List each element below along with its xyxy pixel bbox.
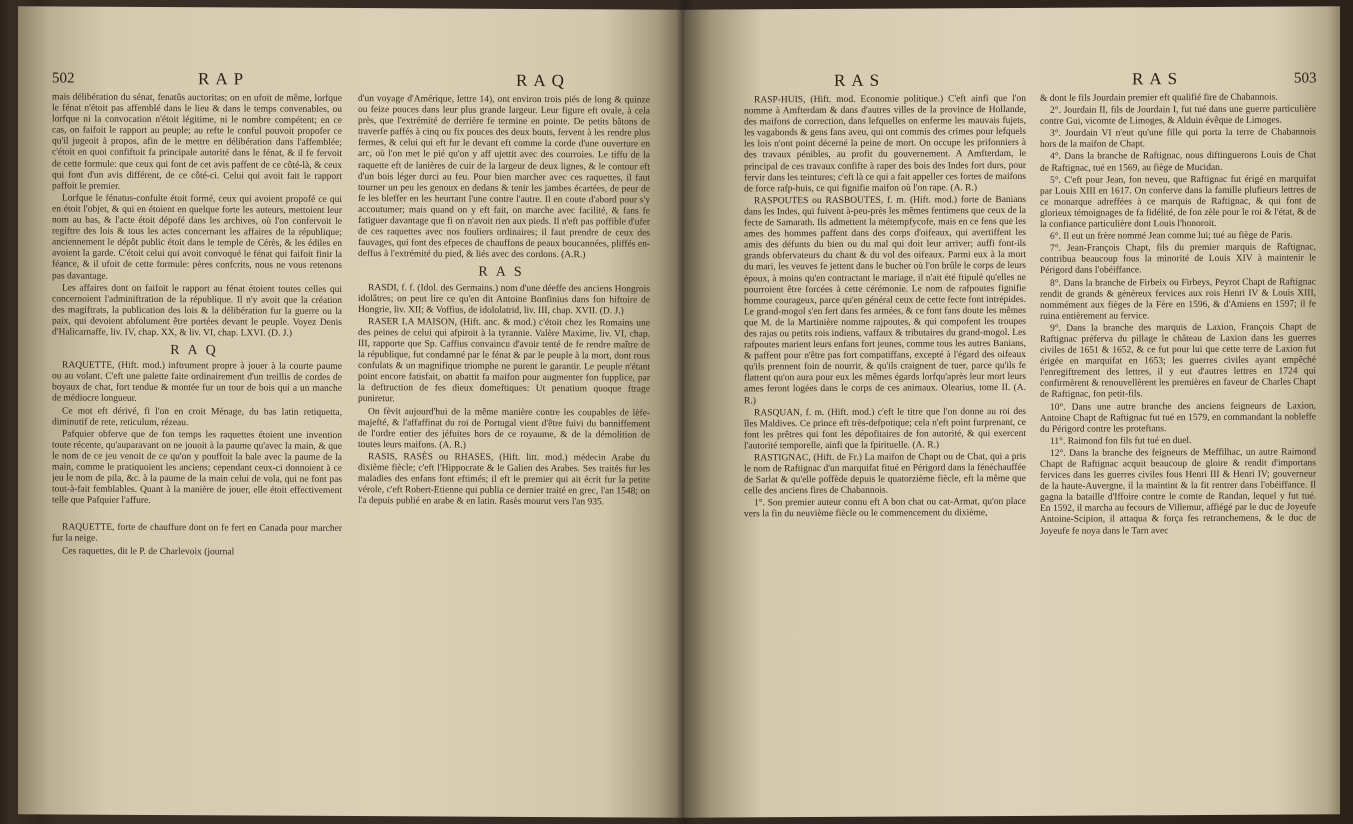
paragraph: 2°. Jourdain II, fils de Jourdain I, fut tué dans une guerre particulière contre Gui, vicomte de Limoges, & Alduin évêque de Limoges. [1040,104,1316,128]
paragraph: 11°. Raimond fon fils fut tué en duel. [1050,435,1192,447]
entry-raspoutes: RASPOUTES ou RASBOUTES, f. m. (Hift. mod.) forte de Banians dans les Indes, qui fuivent à-peu-près les mêmes fentimens que ceux de la fecte de Samarath. Ils admettent la métempfycofe, mais en ce fens que les ames des hommes paffent dans des corps d'oifeaux, qui avertiffent les amis des défunts du bien ou du mal qui doit leur arriver; auffi font-ils grands obfervateurs du chant & du vol des oifeaux. Parmi eux à la mort du mari, les veuves fe jettent dans le bucher où l'on brûle le corps de leurs époux, à moins qu'en contractant le mariage, il n'ait été ftipulé qu'elles ne pourroient être forcées à cette cérémonie. Le nom de rafpoutes fignifie homme courageux, parce qu'en général ceux de cette fecte font intrépides. Le grand-mogol s'en fert dans fes armées, & ce font fans doute les mêmes que M. de la Martinière nomme rajpoutes, & qui compofent les troupes des rajas ou petits rois indiens, vaffaux & tributaires du grand-mogol. Les rafpoutes marient leurs enfans fort jeunes, comme tous les autres Banians, & paffent pour n'être pas fort compatiffans, excepté à l'égard des oifeaux qu'ils prennent foin de nourrir, & qu'ils craignent de tuer, parce qu'ils fe flattent qu'on aura pour eux les mêmes égards lorfqu'après leur mort leurs ames feront logées dans le corps de ces animaux. Olearius, tome II. (A. R.) [744,194,1026,406]
page-number-left: 502 [52,70,75,87]
running-head-right-2: RAS [1132,69,1184,89]
paragraph: 9°. Dans la branche des marquis de Laxion, François Chapt de Raftignac préferva du pillage le château de Laxion dans les guerres civiles de 1651 & 1652, & ce fut pour lui que cette terre de Laxion fut érigée en marquifat en 1653; les guerres civiles ayant empêché l'enregiftrement des lettres, il y eut d'autres lettres en 1724 qui confirmèrent & renouvellèrent les premières en faveur de Charles Chapt de Raftignac, fon petit-fils. [1040,322,1316,401]
paragraph: mais délibération du sénat, fenatûs auctoritas; on en ufoit de même, lorfque le fénat n'étoit pas affemblé dans le lieu & dans le temps convenables, ou lorfque ni la convocation n'étoit légitime, ni le nombre compétent; en ce cas, on faifoit le rapport au peuple; au refte le conful pouvoit propofer ce qu'il jugeoit à propos, afin de le mettre en délibération dans l'affemblée; c'étoit en quoi confiftoit fa principale autorité dans le fénat, & il fe fervoit de cette formule: que ceux qui font de cet avis paffent de ce côté-là, & ceux qui font d'un avis différent, de ce côté-ci. Celui qui avoit fait le rapport paffoit le premier. [52,92,342,192]
paragraph: Lorfque le fénatus-confulte étoit formé, ceux qui avoient propofé ce qui en étoit l'objet, & qui en étoient en quelque forte les auteurs, mettoient leur nom au bas, & l'acte étoit dépofé dans les archives, où l'on confervoit le regiftre des lois & tous les actes concernant les affaires de la république; anciennement le dépôt public étoit dans le temple de Cérès, & les édiles en avoient la garde. C'étoit celui qui avoit convoqué le fénat qui faifoit finir la féance, & il ufoit de cette formule: pères confcrits, nous ne vous retenons pas davantage. [52,193,342,282]
entry-rasquan: RASQUAN, f. m. (Hift. mod.) c'eft le titre que l'on donne au roi des îles Maldives. Ce prince eft très-defpotique; cela n'eft point furprenant, ce font les prêtres qui font les dépofitaires de fon autorité, & qui exercent l'autorité temporelle, ainfi que la fpirituelle. (A. R.) [744,406,1026,452]
paragraph: 3°. Jourdain VI n'eut qu'une fille qui porta la terre de Chabannois hors de la maifon de Chapt. [1040,127,1316,151]
paragraph: d'un voyage d'Amérique, lettre 14), ont environ trois piés de long & quinze ou feize pouces dans leur plus grande largeur. Leur figure eft ovale, à cela près, que l'extrémité de derrière fe termine en pointe. De petits bâtons de traverfe paffés à cinq ou fix pouces des deux bouts, fervent à les rendre plus fermes, & celui qui eft fur le devant eft comme la corde d'une ouverture en arc, où l'on met le pié qu'on y aff ujettit avec des courroies. Le tiffu de la raquette eft de lanières de cuir de la largeur de deux lignes, & le contour eft d'un bois léger durci au feu. Pour bien marcher avec ces raquettes, il faut tourner un peu les genoux en dedans & tenir les jambes écartées, de peur de fe les bleffer en les heurtant l'une contre l'autre. Il en coute d'abord pour s'y accoutumer; mais quand on y eft fait, on marche avec facilité, & fans fe fatiguer davantage que fi on n'avoit rien aux pieds. Il n'eft pas poffible d'ufer de ces raquettes avec nos fouliers ordinaires; il faut prendre de ceux des fauvages, qui font des efpeces de chauffons de peaux boucannées, pliffés en-deffus à l'extrémité du pied, & liés avec des cordons. (A.R.) [358,94,650,261]
paragraph: 7°. Jean-François Chapt, fils du premier marquis de Raftignac, contribua beaucoup fous la minorité de Louis XIV à maintenir le Périgord dans l'obéiffance. [1040,242,1316,277]
paragraph: 10°. Dans une autre branche des anciens feigneurs de Laxion, Antoine Chapt de Raftignac fut tué en 1579, en commandant la nobleffe du Périgord contre les proteftans. [1040,400,1316,435]
paragraph: Ce mot eft dérivé, fi l'on en croit Ménage, du bas latin retiquetta, diminutif de rete, reticulum, rézeau. [52,406,342,428]
entry-rastignac: RASTIGNAC, (Hift. de Fr.) La maifon de Chapt ou de Chat, qui a pris le nom de Raftignac d'un marquifat fitué en Périgord dans la fénéchauffée de Sarlat & qu'elle poffède depuis le quatorzième fiècle, eft la même que celle des anciens fires de Chabannois. [744,451,1026,497]
right-page-column-1 [744,94,1026,795]
section-heading: RAQ [170,343,224,359]
running-head-left-2: RAQ [516,70,570,91]
paragraph: 5°. C'eft pour Jean, fon neveu, que Raftignac fut érigé en marquifat par Louis XIII en 1617. On conferve dans la famille plufieurs lettres de ce monarque adreffées à ce marquis de Raftignac, & qui font de glorieux témoignages de fa fidélité, de fon zèle pour le roi & l'état, & de la confiance particulière dont Louis l'honoroit. [1040,174,1316,230]
entry-raquette: RAQUETTE, (Hift. mod.) inftrument propre à jouer à la courte paume ou au volant. C'eft une palette faite ordinairement d'un treillis de cordes de boyaux de chat, fort tendue & montée fur un tour de bois qui a un manche de médiocre longueur. [52,360,342,405]
paragraph: 6°. Il eut un frère nommé Jean comme lui; tué au fiège de Paris. [1050,230,1293,242]
paragraph: 1°. Son premier auteur connu eft A bon chat ou cat-Armat, qu'on place vers la fin du neuvième fiècle ou le commencement du dixième, [744,497,1026,520]
left-page-column-2 [358,94,650,796]
right-page-column-2 [1040,92,1316,793]
paragraph: 4°. Dans la branche de Raftignac, nous diftinguerons Louis de Chat de Raftignac, tué en 1569, au fiège de Mucidan. [1040,150,1316,174]
paragraph: On fèvit aujourd'hui de la même manière contre les coupables de lèfe-majefté, & l'affaffinat du roi de Portugal vient d'être fuivi du banniffement de l'ordre entier des jéfuites hors de ce royaume, & de la démolition de toutes leurs maifons. (A. R.) [358,406,650,451]
entry-raquette-2: RAQUETTE, forte de chauffure dont on fe fert en Canada pour marcher fur la neige. [52,522,342,545]
paragraph: Ces raquettes, dit le P. de Charlevoix (journal [62,546,235,557]
entry-rasis: RASIS, RASÈS ou RHASES, (Hift. litt. mod.) médecin Arabe du dixième fiècle; c'eft l'Hippocrate & le Galien des Arabes. Ses traités fur les maladies des enfans font eftimés; il eft le premier qui ait écrit fur la petite vérole, c'eft Robert-Etienne qui publia ce dernier traité en grec, l'an 1548; on l'a depuis publié en arabe & en latin. Rasès mourut vers l'an 935. [358,451,650,508]
paragraph: 12°. Dans la branche des feigneurs de Meffilhac, un autre Raimond Chapt de Raftignac acquit beaucoup de gloire & rendit d'importans fervices dans les guerres civiles fous Henri III & Henri IV; gouverneur de la haute-Auvergne, il la maintint & la fit rentrer dans l'obéiffance. Il gagna la bataille d'Iffoire contre le comte de Randan, lequel y fut tué. En 1592, il marcha au fecours de Villemur, affiégé par le duc de Joyeufe Antoine-Scipion, il attaqua & força fes retranchemens, & le duc de Joyeufe fe noya dans le Tarn avec [1040,447,1316,537]
paragraph: 8°. Dans la branche de Firbeix ou Firbeys, Peyrot Chapt de Raftignac rendit de grands & généreux fervices aux rois Henri IV & Louis XIII, nommément aux fièges de la Fère en 1596, & d'Amiens en 1597; il fe ruina entièrement au fervice. [1040,276,1316,322]
running-head-right-1: RAS [834,70,886,90]
entry-rasdi: RASDI, f. f. (Idol. des Germains.) nom d'une déeffe des anciens Hongrois idolâtres; on peut lire ce qu'en dit Antoine Bonfinius dans fon hiftoire de Hongrie, liv. XII; & Voffius, de idololatrid, liv. III, chap. XVII. (D. J.) [358,282,650,317]
entry-raser-la-maison: RASER LA MAISON, (Hift. anc. & mod.) c'étoit chez les Romains une des peines de celui qui afpiroit à la tyrannie. Valère Maxime, liv. VI, chap. III, rapporte que Sp. Caffius convaincu d'avoir tenté de fe rendre maître de la république, fut condamné par le fénat & par le peuple à la mort, dont rous confulats & un magnifique triomphe ne purent le garantir. Le peuple n'étant point encore fatisfait, on abattit fa maifon pour augmenter fon fupplice, par la deftruction de fes dieux domeftiques: Ut penatium quoque ftrage puniretur. [358,316,650,405]
right-page [684,6,1340,817]
paragraph: Pafquier obferve que de fon temps les raquettes étoient une invention toute récente, qu'auparavant on ne jouoit à la paume qu'avec la main, & que le nom de ce jeu venoit de ce qu'on y pouffoit la bale avec la paume de la main, comme le pratiquoient les anciens; cependant ceux-ci donnoient à ce jeu le nom de pila, &c. à la paume de la main celui de vola, qui ne font pas tout-à-fait femblables. Quant à la manière de jouer, elle étoit effectivement telle que Pafquier l'affure. [52,429,342,507]
left-page [18,6,684,817]
paragraph: Les affaires dont on faifoit le rapport au fénat étoient toutes celles qui concernoient l'adminiftration de la république. Il n'y avoit que la création des magiftrats, la publication des lois & la délibération fur la guerre ou la paix, qui devoient abfolument être portées devant le peuple. Voyez Denis d'Halicarnaffe, liv. IV, chap. XX, & liv. VI, chap. LXVI. (D. J.) [52,283,342,339]
entry-rasp-huis: RASP-HUIS, (Hift. mod. Economie politique.) C'eft ainfi que l'on nomme à Amfterdam & dans d'autres villes de la province de Hollande, des maifons de correction, dans lefquelles on enferme les mauvais fujets, les vagabonds & gens fans aveu, qui ont commis des crimes pour lefquels les lois n'ont point décerné la peine de mort. On occupe les prifonniers à des travaux pénibles, au profit du gouvernement. A Amfterdam, le principal de ces travaux confifte à raper des bois des Indes fort durs, pour fervir dans les teintures; c'eft là ce qui a fait appeller ces fortes de maifons de force rafp-huis, ce qui fignifie maifon où l'on rape. (A. R.) [744,93,1026,195]
section-heading: RAS [478,265,530,281]
paragraph: & dont le fils Jourdain premier eft qualifié fire de Chabannois. [1040,92,1278,104]
running-head-left-1: RAP [198,69,250,89]
left-page-column-1 [52,92,342,794]
page-number-right: 503 [1294,70,1317,87]
